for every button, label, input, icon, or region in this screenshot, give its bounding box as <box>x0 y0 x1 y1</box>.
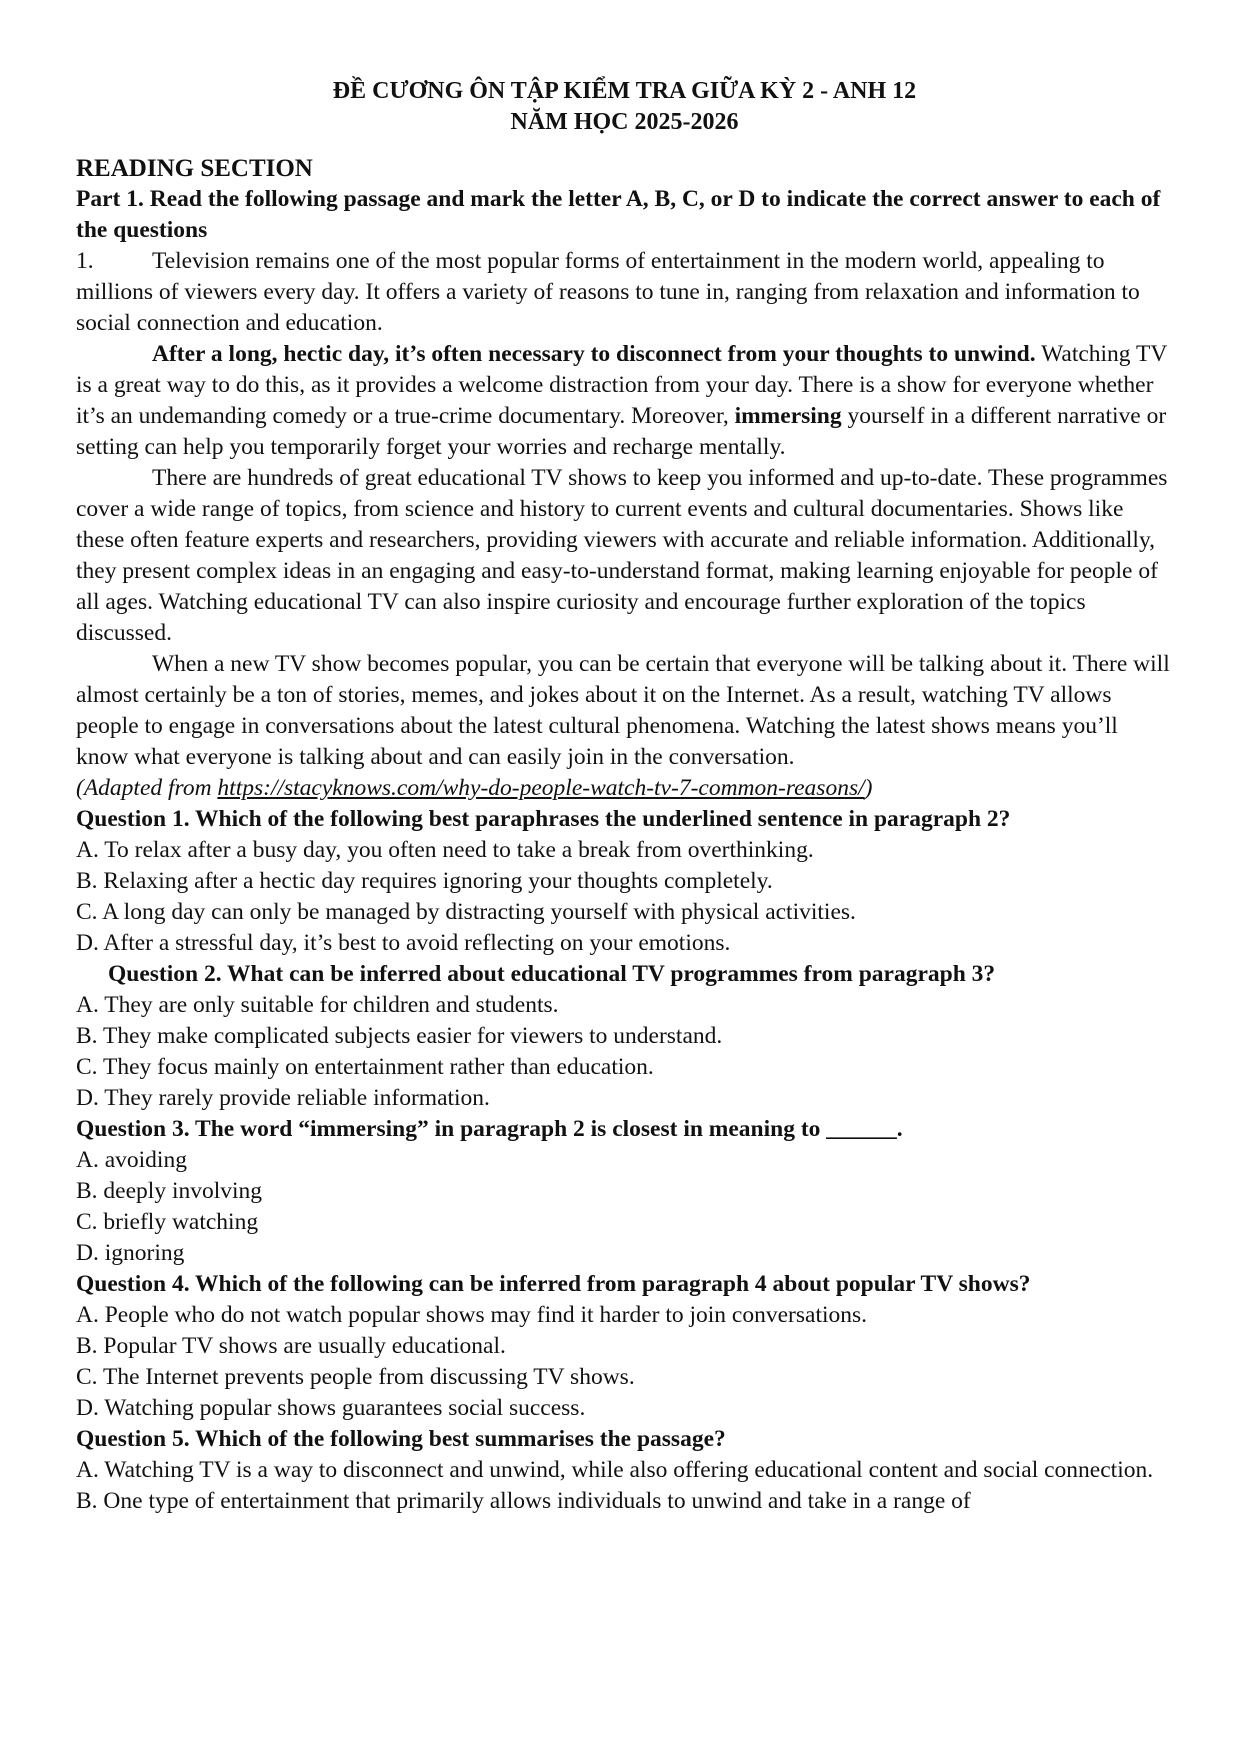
question-1 <box>76 804 1173 959</box>
answer-option: B. They make complicated subjects easier for viewers to understand. <box>76 1023 723 1049</box>
question-list <box>76 804 1173 1517</box>
answer-option: A. Watching TV is a way to disconnect and unwind, while also offering educational content and social connection. <box>76 1457 1154 1483</box>
passage-paragraph-4: When a new TV show becomes popular, you can be certain that everyone will be talking about it. There will almost certainly be a ton of stories, memes, and jokes about it on the Internet. As a result, watching TV allows people to engage in conversations about the latest cultural phenomena. Watching the latest shows means you’ll know what everyone is talking about and can easily join in the conversation. <box>76 651 1170 770</box>
answer-option: A. People who do not watch popular shows may find it harder to join conversations. <box>76 1302 868 1328</box>
answer-option: C. The Internet prevents people from discussing TV shows. <box>76 1364 635 1390</box>
question-text: Question 4. Which of the following can be inferred from paragraph 4 about popular TV shows? <box>76 1271 1031 1297</box>
section-heading: READING SECTION <box>76 155 313 182</box>
passage-paragraph-3: There are hundreds of great educational TV shows to keep you informed and up-to-date. These programmes cover a wide range of topics, from science and history to current events and cultural documentaries. Shows like these often feature experts and researchers, providing viewers with accurate and reliable information. Additionally, they present complex ideas in an engaging and easy-to-understand format, making learning enjoyable for people of all ages. Watching educational TV can also inspire curiosity and encourage further exploration of the topics discussed. <box>76 465 1168 646</box>
part-instruction: Part 1. Read the following passage and mark the letter A, B, C, or D to indicate the correct answer to each of the questions <box>76 186 1161 243</box>
question-text: Question 1. Which of the following best paraphrases the underlined sentence in paragraph 2? <box>76 806 1011 832</box>
question-4 <box>76 1269 1173 1424</box>
keyword-immersing: immersing <box>734 403 842 429</box>
underlined-sentence: After a long, hectic day, it’s often necessary to disconnect from your thoughts to unwind. <box>152 341 1036 367</box>
question-text: Question 2. What can be inferred about educational TV programmes from paragraph 3? <box>108 961 996 987</box>
answer-option: B. deeply involving <box>76 1178 263 1204</box>
source-citation <box>76 773 1173 804</box>
answer-option: C. A long day can only be managed by distracting yourself with physical activities. <box>76 899 856 925</box>
source-link[interactable]: https://stacyknows.com/why-do-people-watch-tv-7-common-reasons/ <box>217 775 865 801</box>
answer-option: B. One type of entertainment that primarily allows individuals to unwind and take in a range of <box>76 1488 971 1514</box>
document-header <box>76 76 1173 138</box>
answer-option: C. They focus mainly on entertainment rather than education. <box>76 1054 654 1080</box>
passage-number: 1. <box>76 248 94 274</box>
question-text: Question 3. The word “immersing” in paragraph 2 is closest in meaning to ______. <box>76 1116 903 1142</box>
question-3 <box>76 1114 1173 1269</box>
answer-option: B. Popular TV shows are usually educational. <box>76 1333 506 1359</box>
answer-option: A. avoiding <box>76 1147 187 1173</box>
answer-option: C. briefly watching <box>76 1209 259 1235</box>
question-text: Question 5. Which of the following best summarises the passage? <box>76 1426 726 1452</box>
answer-option: A. To relax after a busy day, you often need to take a break from overthinking. <box>76 837 814 863</box>
answer-option: D. They rarely provide reliable information. <box>76 1085 490 1111</box>
passage-paragraph-2 <box>76 339 1173 463</box>
question-5 <box>76 1424 1173 1517</box>
source-prefix: (Adapted from <box>76 775 218 801</box>
paragraph-2-text-a: Watching TV is a great way to do this, as it provides a welcome distraction from your day. There is a show for everyone whether it’s an undemanding comedy or a true-crime documentary. Moreover, <box>76 341 1167 429</box>
reading-passage <box>76 246 1173 804</box>
school-year: NĂM HỌC 2025-2026 <box>510 109 739 135</box>
document-title: ĐỀ CƯƠNG ÔN TẬP KIỂM TRA GIỮA KỲ 2 - ANH 12 <box>332 78 917 104</box>
source-suffix: ) <box>864 775 873 801</box>
answer-option: B. Relaxing after a hectic day requires ignoring your thoughts completely. <box>76 868 773 894</box>
question-2 <box>76 959 1173 1114</box>
paragraph-2-text-b: yourself in a different narrative or setting can help you temporarily forget your worries and recharge mentally. <box>76 403 1167 460</box>
paragraph-1-text: Television remains one of the most popular forms of entertainment in the modern world, appealing to millions of viewers every day. It offers a variety of reasons to tune in, ranging from relaxation and information to social connection and education. <box>76 248 1140 336</box>
answer-option: D. After a stressful day, it’s best to avoid reflecting on your emotions. <box>76 930 731 956</box>
passage-paragraph-1 <box>76 246 1173 339</box>
answer-option: A. They are only suitable for children and students. <box>76 992 559 1018</box>
answer-option: D. ignoring <box>76 1240 185 1266</box>
answer-option: D. Watching popular shows guarantees social success. <box>76 1395 586 1421</box>
